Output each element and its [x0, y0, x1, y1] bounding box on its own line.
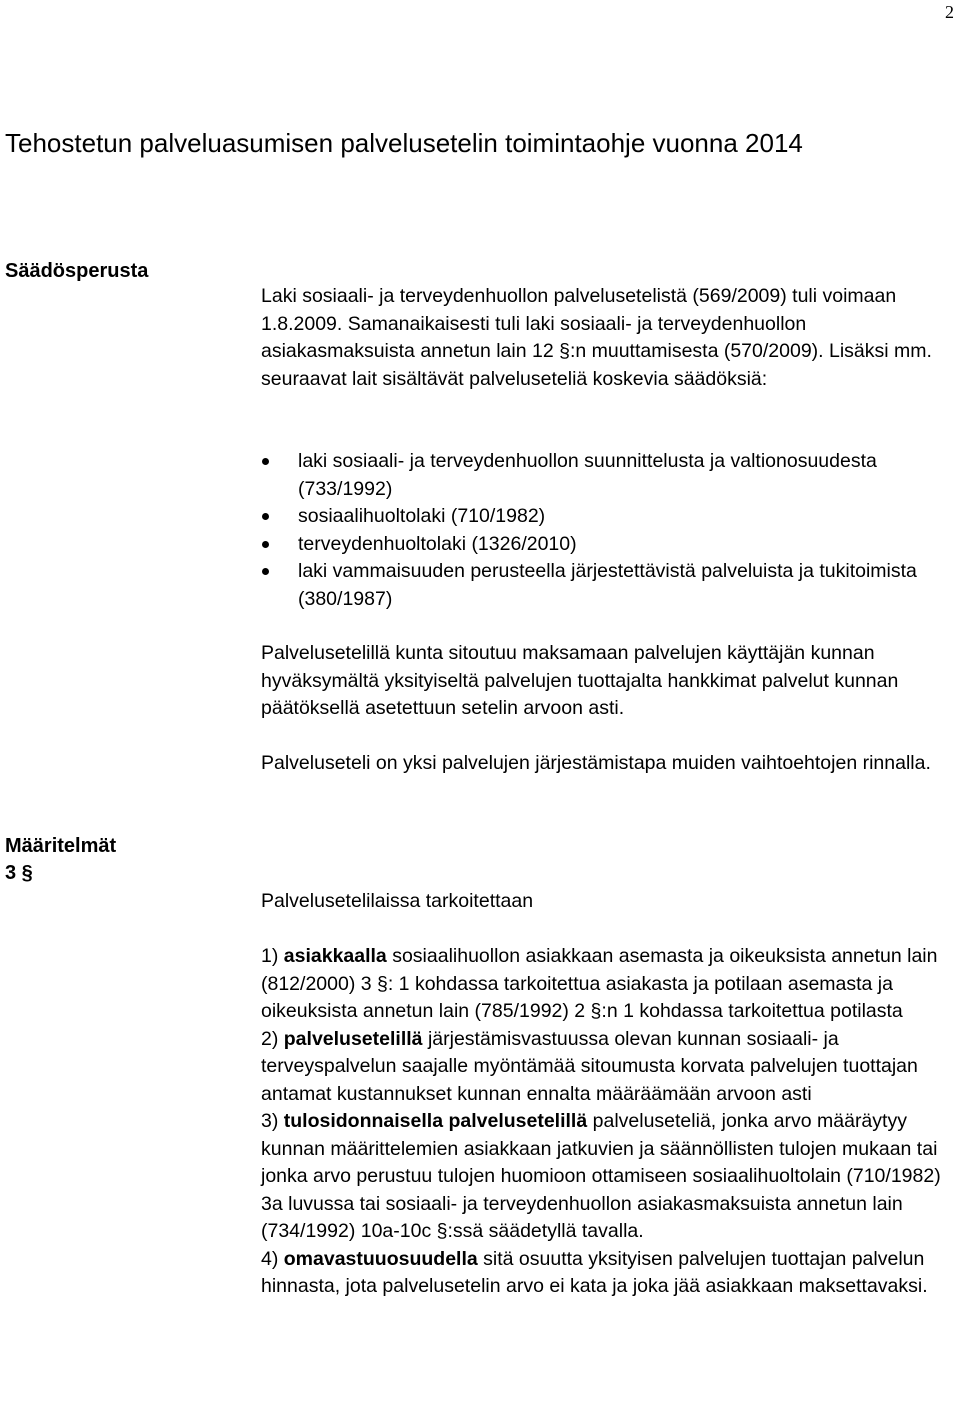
definition-term: asiakkaalla: [283, 945, 387, 967]
definition-term: palvelusetelillä: [283, 1027, 423, 1050]
definition-term: omavastuuosuudella: [283, 1247, 478, 1270]
palveluseteli-paragraph-2: Palveluseteli on yksi palvelujen järjestämistapa muiden vaihtoehtojen rinnalla.: [261, 752, 931, 774]
saadosperusta-intro: Laki sosiaali- ja terveydenhuollon palvelusetelistä (569/2009) tuli voimaan 1.8.2009. Samanaikaisesti tuli laki sosiaali- ja terveydenhuollon asiakasmaksuista annetun lain 12 §:n muuttamisesta (570/2009). Lisäksi mm. seuraavat lait sisältävät palveluseteliä koskevia säädöksiä:: [261, 285, 932, 390]
bullet-icon: [262, 568, 269, 575]
bullet-icon: [262, 513, 269, 520]
document-title: Tehostetun palveluasumisen palvelusetelin toimintaohje vuonna 2014: [5, 128, 803, 158]
definition-item: 1) asiakkaalla sosiaalihuollon asiakkaan asemasta ja oikeuksista annetun lain (812/2000) 3 §: 1 kohdassa tarkoitettua asiakasta ja potilaan asemasta ja oikeuksista annetun lain (785/1992) 2 §:n 1 kohdassa tarkoitettua potilasta: [261, 945, 938, 1022]
law-list-item: laki vammaisuuden perusteella järjestettävistä palveluista ja tukitoimista (380/1987): [261, 558, 956, 613]
law-list: [261, 448, 956, 613]
section-heading-maaritelmat: Määritelmät: [5, 835, 117, 857]
bullet-icon: [262, 541, 269, 548]
definition-item: 3) tulosidonnaisella palvelusetelillä palveluseteliä, jonka arvo määräytyy kunnan määrittelemien asiakkaan jatkuvien ja säännöllisten tulojen mukaan tai jonka arvo perustuu tulojen huomioon ottamiseen sosiaalihuoltolain (710/1982) 3a luvussa tai sosiaali- ja terveydenhuollon asiakasmaksuista annetun lain (734/1992) 10a-10c §:ssä säädetyllä tavalla.: [261, 1110, 941, 1242]
palveluseteli-paragraph-1: Palvelusetelillä kunta sitoutuu maksamaan palvelujen käyttäjän kunnan hyväksymältä yksityiseltä palvelujen tuottajalta hankkimat palvelut kunnan päätöksellä asetettuun setelin arvoon asti.: [261, 642, 899, 719]
definitions-list: [261, 943, 956, 1301]
definition-term: tulosidonnaisella palvelusetelillä: [283, 1110, 588, 1132]
definition-item: 4) omavastuuosuudella sitä osuutta yksityisen palvelujen tuottajan palvelun hinnasta, jota palvelusetelin arvo ei kata ja joka jää asiakkaan maksettavaksi.: [261, 1247, 928, 1297]
law-list-item: terveydenhuoltolaki (1326/2010): [261, 531, 956, 559]
section-heading-saadosperusta: Säädösperusta: [5, 260, 149, 282]
page-number: 2: [945, 2, 954, 22]
law-list-item: sosiaalihuoltolaki (710/1982): [261, 503, 956, 531]
bullet-icon: [262, 458, 269, 465]
law-list-item: laki sosiaali- ja terveydenhuollon suunnittelusta ja valtionosuudesta (733/1992): [261, 448, 956, 503]
maaritelmat-intro: Palvelusetelilaissa tarkoitettaan: [261, 890, 534, 912]
definition-item: 2) palvelusetelillä järjestämisvastuussa olevan kunnan sosiaali- ja terveyspalvelun saajalle myöntämää sitoumusta korvata palvelujen tuottajan antamat kustannukset kunnan ennalta määräämään arvoon asti: [261, 1027, 918, 1105]
section-reference: 3 §: [5, 862, 33, 884]
